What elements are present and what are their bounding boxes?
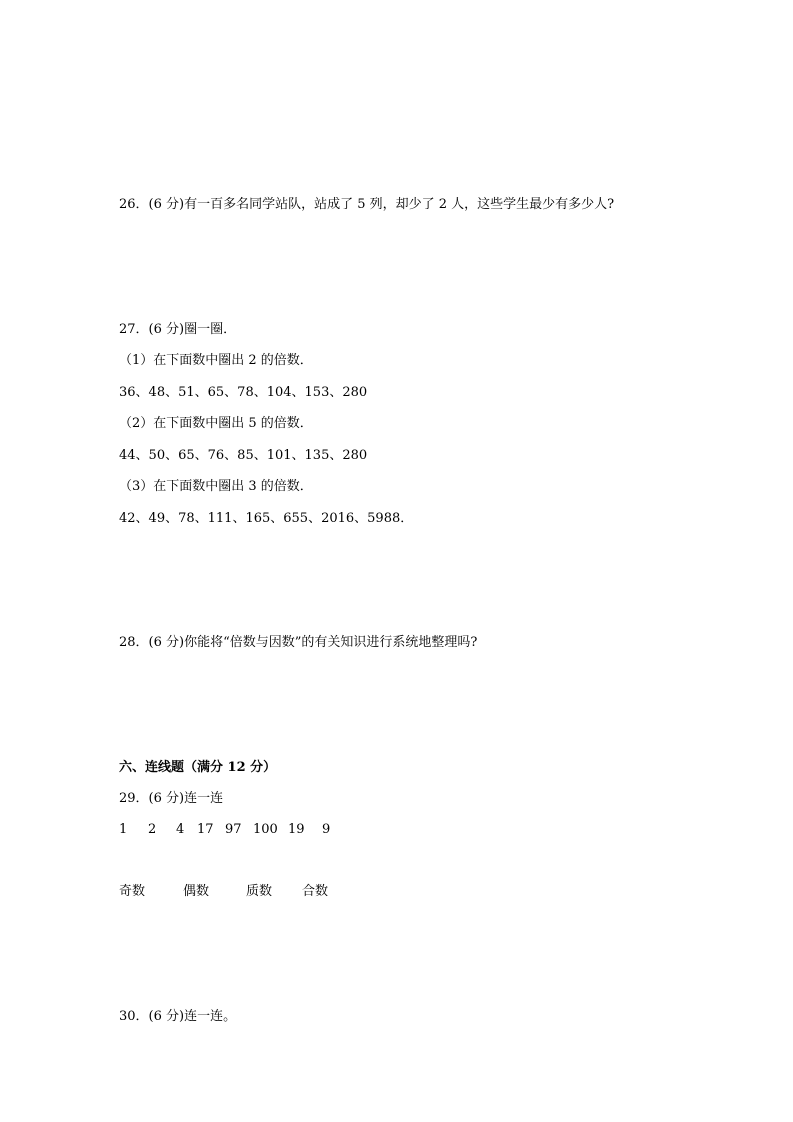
category-label: 偶数 (183, 884, 210, 899)
question-27-part-2-prompt: （2）在下面数中圈出 5 的倍数． (119, 416, 313, 431)
number-item: 1 (119, 822, 128, 837)
question-29-title: 29．(6 分)连一连 (119, 791, 224, 806)
question-27-part-1-prompt: （1）在下面数中圈出 2 的倍数． (119, 353, 313, 368)
number-item: 100 (253, 822, 278, 837)
number-item: 97 (225, 822, 242, 837)
question-27-title: 27．(6 分)圈一圈． (119, 322, 237, 337)
category-label: 奇数 (119, 884, 146, 899)
question-27-part-1-numbers: 36、48、51、65、78、104、153、280 (119, 385, 368, 400)
number-item: 17 (197, 822, 214, 837)
category-label: 质数 (246, 884, 273, 899)
number-item: 19 (288, 822, 305, 837)
category-label: 合数 (302, 884, 329, 899)
question-27-part-3-prompt: （3）在下面数中圈出 3 的倍数． (119, 479, 313, 494)
question-27-part-2-numbers: 44、50、65、76、85、101、135、280 (119, 448, 368, 463)
question-26-text: 26．(6 分)有一百多名同学站队，站成了 5 列，却少了 2 人，这些学生最少有多少人? (119, 197, 615, 212)
question-27-part-3-numbers: 42、49、78、111、165、655、2016、5988． (119, 511, 414, 526)
number-item: 9 (322, 822, 331, 837)
section-6-heading: 六、连线题（满分 12 分） (119, 760, 277, 775)
number-item: 4 (176, 822, 185, 837)
question-30-title: 30．(6 分)连一连。 (119, 1009, 237, 1024)
question-28-text: 28．(6 分)你能将“倍数与因数”的有关知识进行系统地整理吗? (119, 635, 478, 650)
number-item: 2 (148, 822, 157, 837)
